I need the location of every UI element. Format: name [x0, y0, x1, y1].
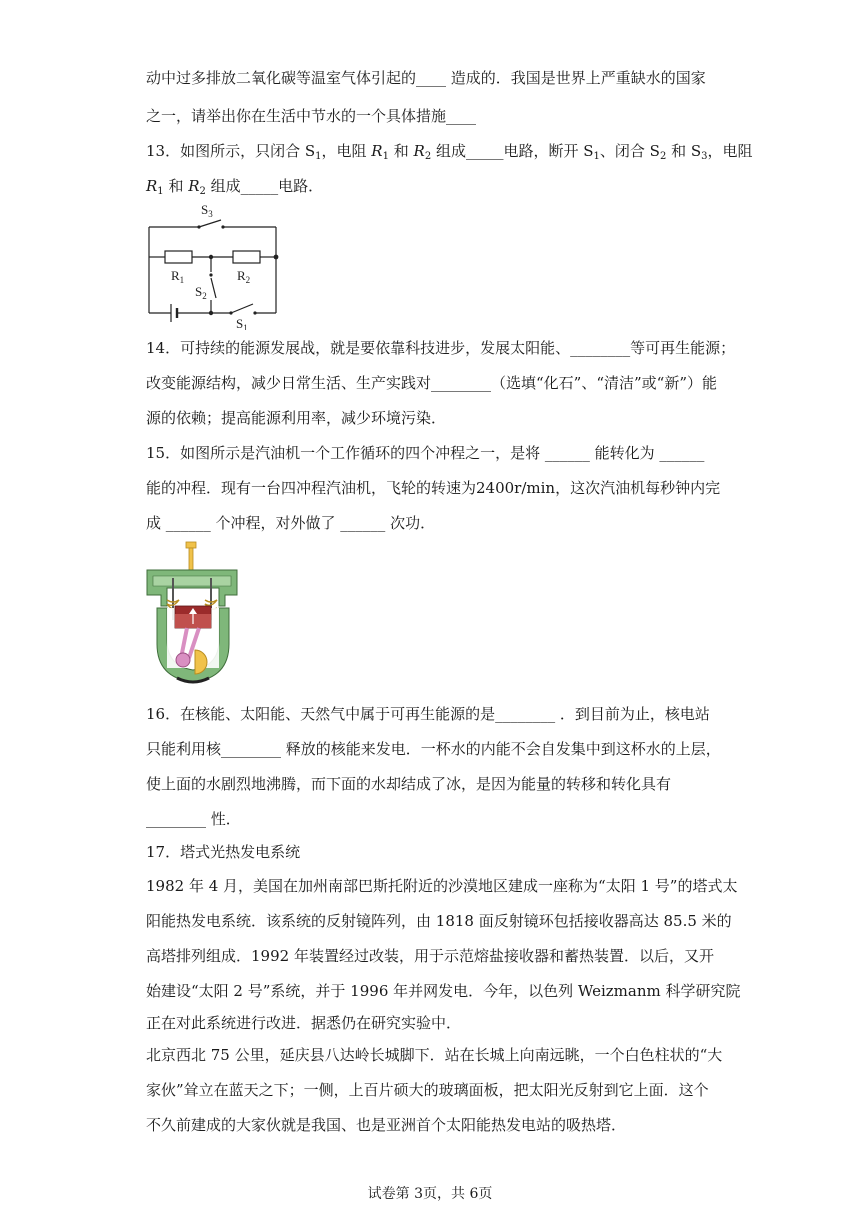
q15-line3: 成 ______ 个冲程，对外做了 ______ 次功．: [146, 514, 436, 532]
q14-line3: 源的依赖；提高能源利用率，减少环境污染．: [146, 409, 447, 427]
q14-line2: 改变能源结构，减少日常生活、生产实践对________（选填“化石”、“清洁”或“新”）能: [146, 374, 718, 392]
q16-line1: 16．在核能、太阳能、天然气中属于可再生能源的是________ ．到目前为止，核电站: [146, 705, 710, 723]
q12-line1: 动中过多排放二氧化碳等温室气体引起的____ 造成的．我国是世界上严重缺水的国家: [146, 69, 706, 87]
q17-p1-line2: 阳能热发电系统．该系统的反射镜阵列，由 1818 面反射镜环包括接收器高达 85.5 米的: [146, 912, 732, 930]
svg-text:S2: $S_2$: [195, 284, 207, 301]
q17-p1-line3: 高塔排列组成．1992 年装置经过改装，用于示范熔盐接收器和蓄热装置．以后，又开: [146, 947, 714, 965]
svg-text:S3: $S_3$: [201, 202, 213, 219]
q13-line2: $R_1$ 和 $R_2$ 组成_____电路．: [146, 177, 324, 197]
circuit-diagram: [143, 200, 283, 330]
q17-p2-line3: 不久前建成的大家伙就是我国、也是亚洲首个太阳能热发电站的吸热塔．: [146, 1116, 627, 1134]
q16-line3: 使上面的水剧烈地沸腾，而下面的水却结成了冰，是因为能量的转移和转化具有: [146, 775, 672, 793]
q15-line2: 能的冲程．现有一台四冲程汽油机，飞轮的转速为2400r/min，这次汽油机每秒钟内完: [146, 479, 721, 497]
q13-line1: 13．如图所示，只闭合 $S_1$，电阻 $R_1$ 和 $R_2$ 组成_____电路，断开 $S_1$、闭合 $S_2$ 和 $S_3$，电阻: [146, 142, 753, 162]
q17-p1-line4: 始建设“太阳 2 号”系统，并于 1996 年并网发电．今年，以色列 Weizmanm 科学研究院: [146, 982, 741, 1000]
q17-p2-line2: 家伙”耸立在蓝天之下；一侧，上百片硕大的玻璃面板，把太阳光反射到它上面．这个: [146, 1081, 709, 1099]
q17-p1-line5: 正在对此系统进行改进．据悉仍在研究实验中．: [146, 1014, 462, 1032]
q17-p2-line1: 北京西北 75 公里，延庆县八达岭长城脚下．站在长城上向南远眺，一个白色柱状的“大: [146, 1046, 723, 1064]
svg-text:R2: $R_2$: [237, 268, 251, 285]
q12-line2: 之一，请举出你在生活中节水的一个具体措施____: [146, 107, 477, 125]
svg-text:S1: $S_1$: [236, 316, 248, 330]
q17-p1-line1: 1982 年 4 月，美国在加州南部巴斯托附近的沙漠地区建成一座称为“太阳 1 号”的塔式太: [146, 877, 738, 895]
q16-line2: 只能利用核________ 释放的核能来发电．一杯水的内能不会自发集中到这杯水的上层，: [146, 740, 721, 758]
q17-title: 17．塔式光热发电系统: [146, 843, 301, 861]
q15-line1: 15．如图所示是汽油机一个工作循环的四个冲程之一，是将 ______ 能转化为 ______: [146, 444, 705, 462]
page-footer: 试卷第 3页，共 6页: [367, 1186, 493, 1202]
svg-text:R1: $R_1$: [171, 268, 185, 285]
q14-line1: 14．可持续的能源发展战，就是要依靠科技进步，发展太阳能、________等可再生能源；: [146, 339, 736, 357]
engine-stroke-diagram: [143, 540, 243, 690]
q16-line4: ________ 性．: [146, 810, 241, 828]
